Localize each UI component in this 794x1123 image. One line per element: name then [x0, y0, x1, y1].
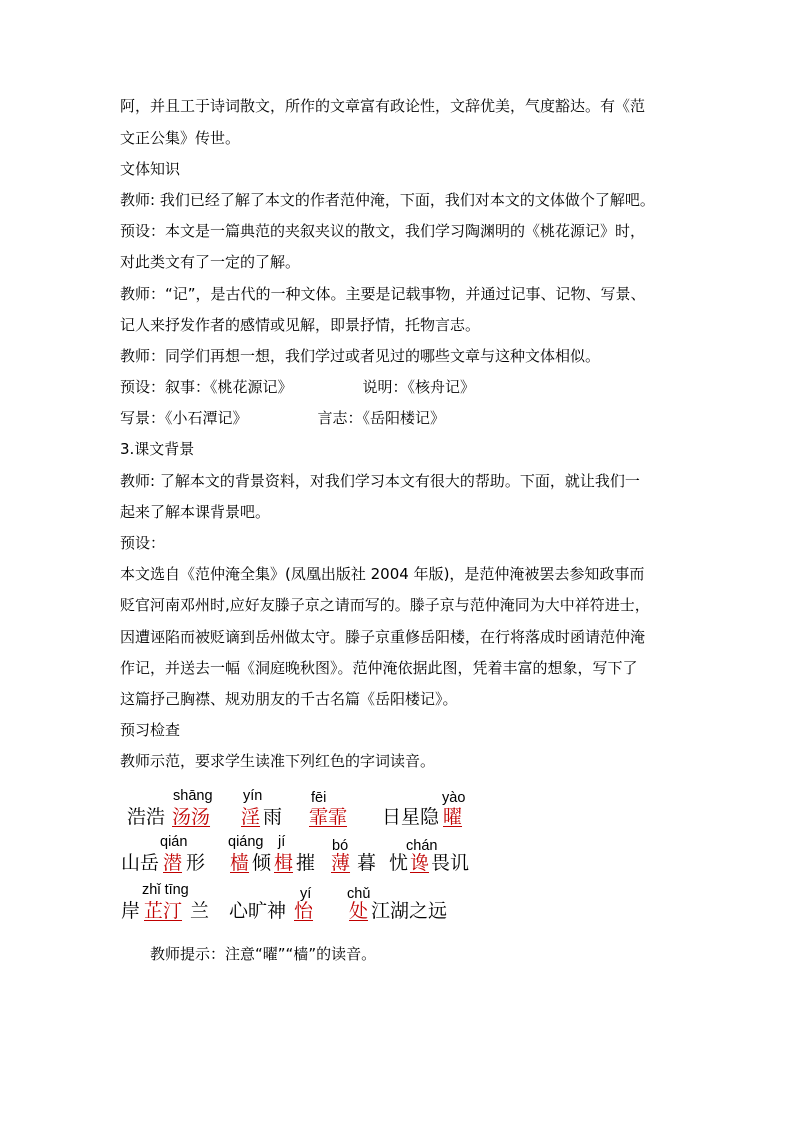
background-line-1: 本文选自《范仲淹全集》(凤凰出版社 2004 年版)，是范仲淹被罢去参知政事而 — [120, 565, 645, 583]
vocab-row-1-d: 雨 — [263, 806, 283, 828]
pinyin-yin: yín — [243, 788, 263, 804]
pinyin-shang: shāng — [173, 788, 213, 804]
vocab-row-2-j: 忧 — [389, 852, 409, 874]
vocab-row-2-i: 暮 — [357, 852, 377, 874]
background-line-4: 作记，并送去一幅《洞庭晚秋图》。范仲淹依据此图，凭着丰富的想象，写下了 — [120, 659, 638, 677]
background-preset-label: 预设： — [120, 534, 166, 552]
genre-preset-1-line-1: 预设：本文是一篇典范的夹叙夹议的散文，我们学习陶渊明的《桃花源记》时， — [120, 222, 646, 240]
genre-heading: 文体知识 — [120, 160, 181, 178]
genre-teacher-1: 教师: 我们已经了解了本文的作者范仲淹，下面，我们对本文的文体做个了解吧。 — [120, 191, 655, 209]
pinyin-chan: chán — [406, 838, 438, 854]
genre-preset-2-a: 预设：叙事：《桃花源记》 — [120, 378, 293, 396]
genre-teacher-2-line-2: 记人来抒发作者的感情或见解，即景抒情，托物言志。 — [120, 316, 481, 334]
vocab-row-3-c: 兰 — [190, 900, 210, 922]
pinyin-fei: fēi — [311, 790, 327, 806]
genre-preset-3-a: 写景：《小石潭记》 — [120, 409, 248, 427]
genre-preset-2 — [120, 377, 475, 397]
vocab-row-2-a: 山岳 — [121, 852, 160, 874]
vocab-row-3-g: 江湖之远 — [371, 900, 448, 922]
intro-line-2: 文正公集》传世。 — [120, 129, 241, 147]
preview-heading: 预习检查 — [120, 721, 181, 739]
vocab-row-2-g: 摧 — [296, 852, 316, 874]
vocab-row-1-f: 日星隐 — [382, 806, 440, 828]
pinyin-qian: qián — [160, 834, 188, 850]
background-line-5: 这篇抒己胸襟、规劝朋友的千古名篇《岳阳楼记》。 — [120, 690, 458, 708]
vocab-row-2-f: 楫 — [274, 852, 294, 874]
intro-line-1: 阿，并且工于诗词散文，所作的文章富有政论性，文辞优美，气度豁达。有《范 — [120, 97, 646, 115]
genre-teacher-2-line-1: 教师：“记”，是古代的一种文体。主要是记载事物，并通过记事、记物、写景、 — [120, 285, 646, 303]
vocab-row-3-e: 怡 — [294, 900, 314, 922]
pinyin-bo: bó — [332, 838, 349, 854]
background-line-3: 因遭诬陷而被贬谪到岳州做太守。滕子京重修岳阳楼，在行将落成时函请范仲淹 — [120, 628, 646, 646]
vocab-row-1-b: 汤汤 — [172, 806, 211, 828]
background-heading: 3.课文背景 — [120, 440, 195, 458]
pinyin-zhi-ting: zhǐ tīng — [142, 882, 189, 898]
genre-preset-3 — [120, 408, 445, 428]
vocab-row-1-e: 霏霏 — [309, 806, 348, 828]
background-teacher-line-2: 起来了解本课背景吧。 — [120, 503, 271, 521]
vocab-row-2-l: 畏讥 — [431, 852, 470, 874]
vocab-row-3-a: 岸 — [121, 900, 141, 922]
genre-preset-2-b: 说明：《核舟记》 — [362, 378, 476, 396]
background-teacher-line-1: 教师: 了解本文的背景资料，对我们学习本文有很大的帮助。下面，就让我们一 — [120, 472, 640, 490]
vocab-row-2-e: 倾 — [252, 852, 272, 874]
genre-preset-3-b: 言志：《岳阳楼记》 — [317, 409, 446, 427]
preview-teacher: 教师示范，要求学生读准下列红色的字词读音。 — [120, 752, 436, 770]
genre-teacher-3: 教师：同学们再想一想，我们学过或者见过的哪些文章与这种文体相似。 — [120, 347, 601, 365]
pinyin-ji: jí — [278, 834, 286, 850]
vocab-row-3-d: 心旷神 — [229, 900, 287, 922]
background-line-2: 贬官河南邓州时,应好友滕子京之请而写的。滕子京与范仲淹同为大中祥符进士， — [120, 596, 650, 614]
vocab-row-3-b: 芷汀 — [144, 900, 183, 922]
vocab-row-2-c: 形 — [186, 852, 206, 874]
pinyin-qiang: qiáng — [228, 834, 264, 850]
vocab-row-1-a: 浩浩 — [127, 806, 166, 828]
pinyin-chu: chǔ — [347, 886, 371, 902]
vocab-row-2-d: 樯 — [230, 852, 250, 874]
pinyin-yao: yào — [442, 790, 466, 806]
vocab-row-3-f: 处 — [349, 900, 369, 922]
vocab-row-1-g: 曜 — [443, 806, 463, 828]
vocab-row-2-k: 谗 — [410, 852, 430, 874]
vocab-row-2-b: 潜 — [163, 852, 183, 874]
vocab-row-1-c: 淫 — [241, 806, 261, 828]
pinyin-yi: yí — [300, 886, 312, 902]
teacher-tip: 教师提示：注意“曜”“樯”的读音。 — [150, 945, 377, 963]
vocab-row-2-h: 薄 — [331, 852, 351, 874]
genre-preset-1-line-2: 对此类文有了一定的了解。 — [120, 253, 301, 271]
